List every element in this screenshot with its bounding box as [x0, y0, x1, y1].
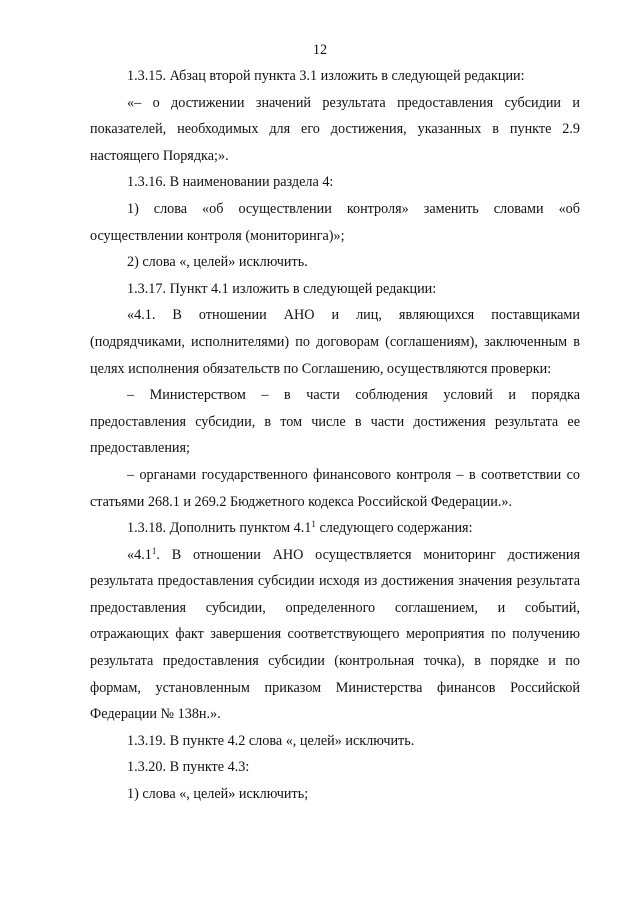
paragraph-1-3-20: 1.3.20. В пункте 4.3: — [127, 759, 250, 776]
text-fragment: 1.3.18. Дополнить пунктом 4.1 — [127, 520, 312, 537]
paragraph-1-3-19: 1.3.19. В пункте 4.2 слова «, целей» исключить. — [127, 732, 415, 749]
paragraph-4-1-ministry: – Министерством – в части соблюдения условий и порядка предоставления субсидии, в том числе в части достижения результата ее предоставления; — [90, 387, 580, 457]
paragraph-quote-4-1: «4.1. В отношении АНО и лиц, являющихся поставщиками (подрядчиками, исполнителями) по договорам (соглашениям), заключенным в целях исполнения обязательств по Соглашению, осуществляются проверки: — [90, 307, 580, 377]
superscript: 1 — [151, 545, 157, 556]
paragraph-1-3-18 — [90, 515, 580, 542]
paragraph-4-1-control-bodies: – органами государственного финансового контроля – в соответствии со статьями 268.1 и 269.2 Бюджетного кодекса Российской Федерации.». — [90, 466, 580, 510]
paragraph-1-3-17: 1.3.17. Пункт 4.1 изложить в следующей редакции: — [127, 280, 437, 297]
document-body — [90, 63, 580, 808]
paragraph-1-3-16-item-1: 1) слова «об осуществлении контроля» заменить словами «об осуществлении контроля (мониторинга)»; — [90, 200, 580, 244]
page-number: 12 — [312, 42, 328, 58]
text-fragment: следующего содержания: — [315, 520, 473, 537]
paragraph-1-3-15: 1.3.15. Абзац второй пункта 3.1 изложить в следующей редакции: — [127, 68, 525, 84]
superscript: 1 — [311, 519, 316, 530]
paragraph-quote-3-1: «– о достижении значений результата предоставления субсидии и показателей, необходимых для его достижения, указанных в пункте 2.9 настоящего Порядка;». — [90, 94, 580, 164]
paragraph-quote-4-1-1 — [90, 542, 580, 728]
paragraph-1-3-16-item-2: 2) слова «, целей» исключить. — [127, 254, 308, 271]
paragraph-1-3-20-item-1: 1) слова «, целей» исключить; — [127, 786, 309, 803]
text-fragment: «4.1 — [127, 546, 152, 563]
text-fragment: . В отношении АНО осуществляется мониторинг достижения результата предоставления субсидии исходя из достижения значения результата предоставления субсидии, определенного соглашением, и событий, отражающих факт завершения соответствующего мероприятия по получению результата предоставления субсидии (контрольная точка), в порядке и по формам, установленным приказом Министерства финансов Российской Федерации № 138н.». — [90, 546, 580, 723]
paragraph-1-3-16: 1.3.16. В наименовании раздела 4: — [127, 174, 334, 191]
